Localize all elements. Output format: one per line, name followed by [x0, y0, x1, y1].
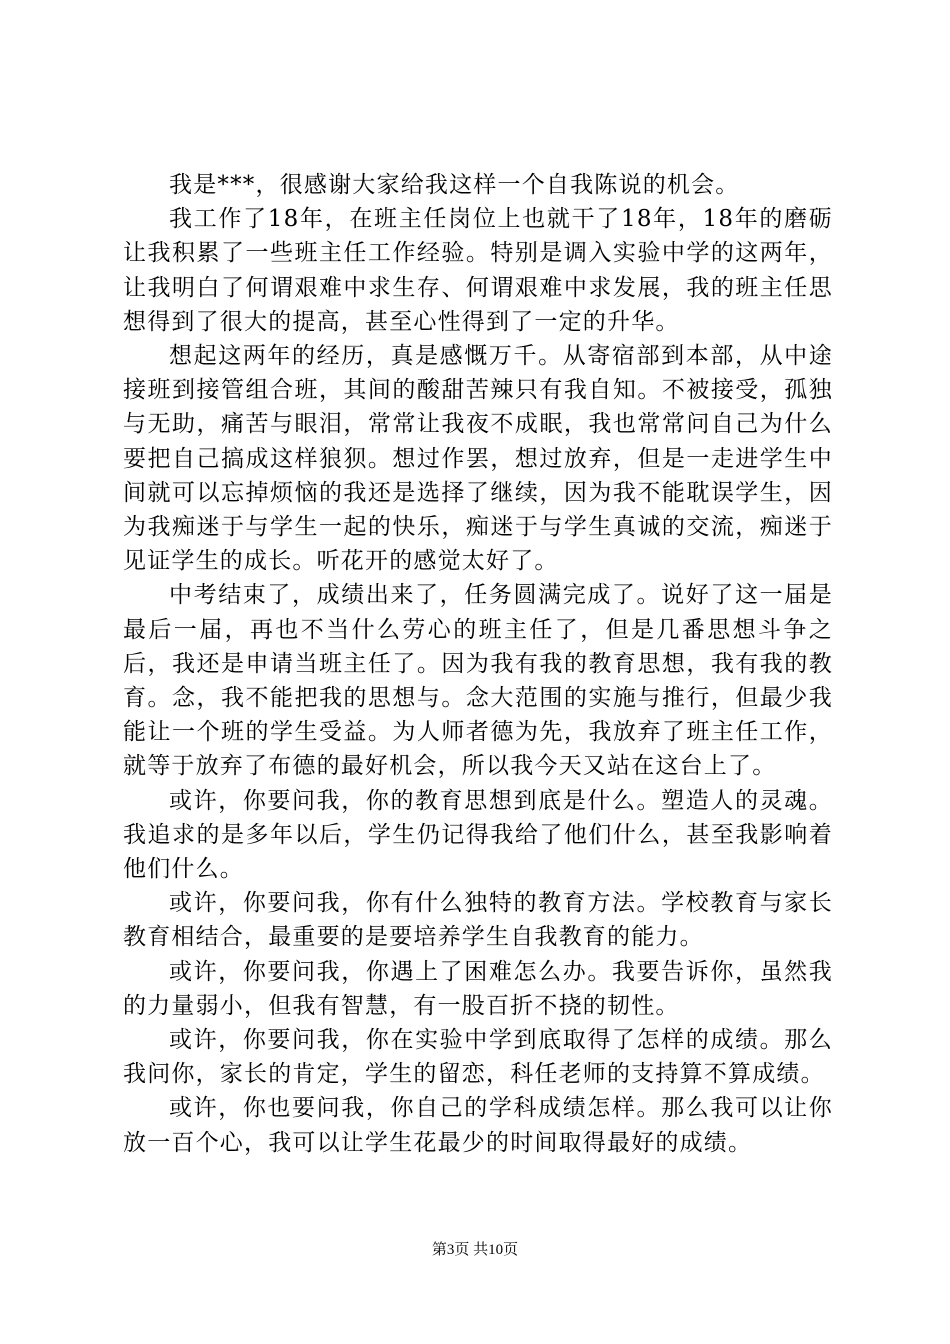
paragraph: 或许，你要问我，你遇上了困难怎么办。我要告诉你，虽然我的力量弱小，但我有智慧，有一股百折不挠的韧性。	[123, 958, 833, 1019]
paragraph: 或许，你要问我，你有什么独特的教育方法。学校教育与家长教育相结合，最重要的是要培养学生自我教育的能力。	[123, 890, 833, 951]
page-footer: 第3页 共10页	[431, 1242, 519, 1258]
paragraph: 或许，你要问我，你在实验中学到底取得了怎样的成绩。那么我问你，家长的肯定，学生的留恋，科任老师的支持算不算成绩。	[123, 1027, 833, 1088]
paragraph: 中考结束了，成绩出来了，任务圆满完成了。说好了这一届是最后一届，再也不当什么劳心的班主任了，但是几番思想斗争之后，我还是申请当班主任了。因为我有我的教育思想，我有我的教育。念，我不能把我的思想与。念大范围的实施与推行，但最少我能让一个班的学生受益。为人师者德为先，我放弃了班主任工作，就等于放弃了布德的最好机会，所以我今天又站在这台上了。	[123, 582, 833, 780]
paragraph: 我工作了18年，在班主任岗位上也就干了18年，18年的磨砺让我积累了一些班主任工作经验。特别是调入实验中学的这两年，让我明白了何谓艰难中求生存、何谓艰难中求发展，我的班主任思想得到了很大的提高，甚至心性得到了一定的升华。	[123, 206, 833, 335]
paragraph: 或许，你要问我，你的教育思想到底是什么。塑造人的灵魂。我追求的是多年以后，学生仍记得我给了他们什么，甚至我影响着他们什么。	[123, 787, 833, 883]
document-body	[123, 168, 833, 1160]
paragraph: 我是***，很感谢大家给我这样一个自我陈说的机会。	[169, 172, 740, 198]
paragraph: 或许，你也要问我，你自己的学科成绩怎样。那么我可以让你放一百个心，我可以让学生花最少的时间取得最好的成绩。	[123, 1095, 833, 1156]
paragraph: 想起这两年的经历，真是感慨万千。从寄宿部到本部，从中途接班到接管组合班，其间的酸甜苦辣只有我自知。不被接受，孤独与无助，痛苦与眼泪，常常让我夜不成眠，我也常常问自己为什么要把自己搞成这样狼狈。想过作罢，想过放弃，但是一走进学生中间就可以忘掉烦恼的我还是选择了继续，因为我不能耽误学生，因为我痴迷于与学生一起的快乐，痴迷于与学生真诚的交流，痴迷于见证学生的成长。听花开的感觉太好了。	[123, 343, 833, 575]
